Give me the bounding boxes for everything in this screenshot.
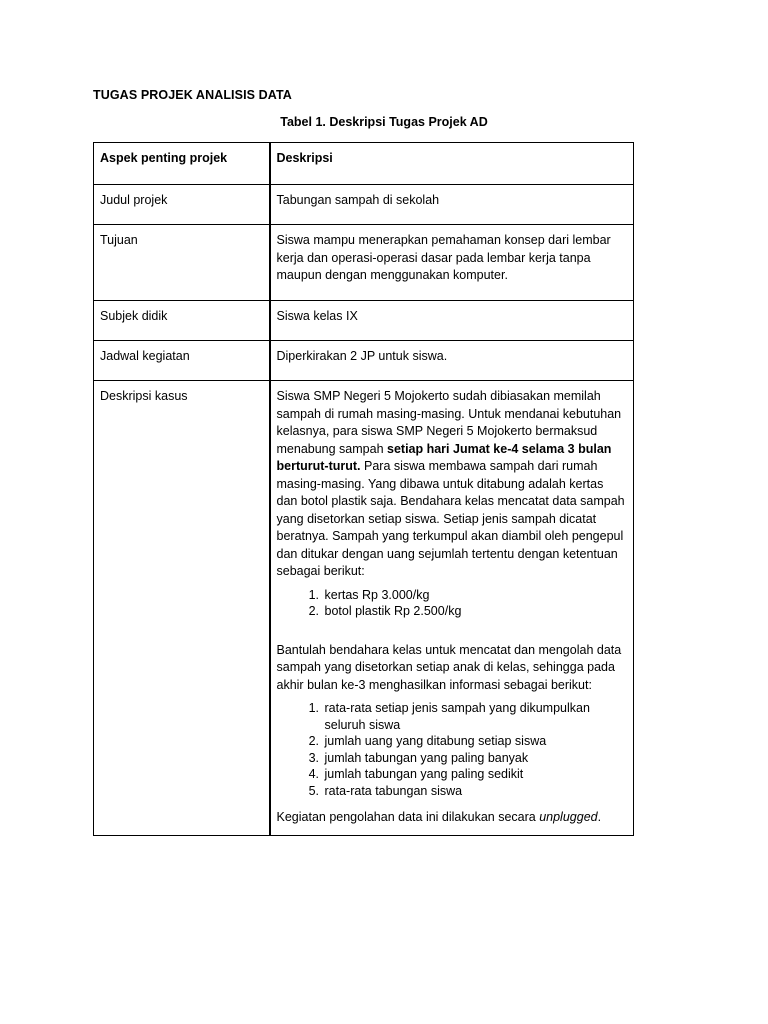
table-row: [94, 225, 634, 301]
list-item: 2. jumlah uang yang ditabung setiap siswa: [323, 733, 628, 750]
list-item: 1. kertas Rp 3.000/kg: [323, 587, 628, 604]
price-list: [277, 587, 628, 620]
table-header-row: [94, 143, 634, 185]
row-label-judul: Judul projek: [94, 185, 270, 225]
list-item: 1. rata-rata setiap jenis sampah yang dikumpulkan seluruh siswa: [323, 700, 628, 733]
header-description: Deskripsi: [270, 143, 634, 185]
row-value-jadwal: Diperkirakan 2 JP untuk siswa.: [270, 341, 634, 381]
list-item: 5. rata-rata tabungan siswa: [323, 783, 628, 800]
project-description-table: [93, 142, 634, 836]
case-text-end: Para siswa membawa sampah dari rumah masing-masing. Yang dibawa untuk ditabung adalah kertas dan botol plastik saja. Bendahara kelas mencatat data sampah yang disetorkan setiap siswa. Setiap jenis sampah dicatat beratnya. Sampah yang terkumpul akan diambil oleh pengepul dan ditukar dengan uang sejumlah tertentu dengan ketentuan sebagai berikut:: [276, 459, 625, 578]
list-item: 3. jumlah tabungan yang paling banyak: [323, 750, 628, 767]
row-label-tujuan: Tujuan: [94, 225, 270, 301]
row-value-deskripsi: [270, 381, 634, 836]
output-list: [277, 700, 628, 799]
case-text-start: Siswa SMP Negeri 5 Mojokerto sudah dibiasakan memilah sampah di rumah masing-masing. Untuk mendanai kebutuhan kelasnya, para siswa SMP Negeri 5 Mojokerto bermaksud menabung sampah: [276, 389, 622, 456]
header-aspect: Aspek penting projek: [94, 143, 270, 185]
list-item: 2. botol plastik Rp 2.500/kg: [323, 603, 628, 620]
closing-italic: unplugged: [539, 810, 598, 824]
list-item: 4. jumlah tabungan yang paling sedikit: [323, 766, 628, 783]
task-paragraph: Bantulah bendahara kelas untuk mencatat dan mengolah data sampah yang disetorkan setiap anak di kelas, sehingga pada akhir bulan ke-3 menghasilkan informasi sebagai berikut:: [276, 642, 622, 692]
row-value-tujuan: Siswa mampu menerapkan pemahaman konsep dari lembar kerja dan operasi-operasi dasar pada lembar kerja tanpa maupun dengan menggunakan komputer.: [270, 225, 634, 301]
table-row: [94, 301, 634, 341]
case-text-bold: setiap hari Jumat ke-4 selama 3 bulan berturut-turut.: [276, 441, 612, 473]
document-title: TUGAS PROJEK ANALISIS DATA: [93, 88, 292, 102]
closing-paragraph: [277, 809, 628, 827]
table-caption: Tabel 1. Deskripsi Tugas Projek AD: [280, 115, 488, 129]
table-row: [94, 341, 634, 381]
table-row: [94, 185, 634, 225]
closing-text: Kegiatan pengolahan data ini dilakukan secara: [276, 810, 540, 824]
row-label-subjek: Subjek didik: [94, 301, 270, 341]
table-row: [94, 381, 634, 836]
closing-period: .: [597, 810, 602, 824]
row-value-judul: Tabungan sampah di sekolah: [270, 185, 634, 225]
row-value-subjek: Siswa kelas IX: [270, 301, 634, 341]
row-label-jadwal: Jadwal kegiatan: [94, 341, 270, 381]
row-label-deskripsi: Deskripsi kasus: [94, 381, 270, 836]
case-paragraph: [277, 388, 628, 581]
